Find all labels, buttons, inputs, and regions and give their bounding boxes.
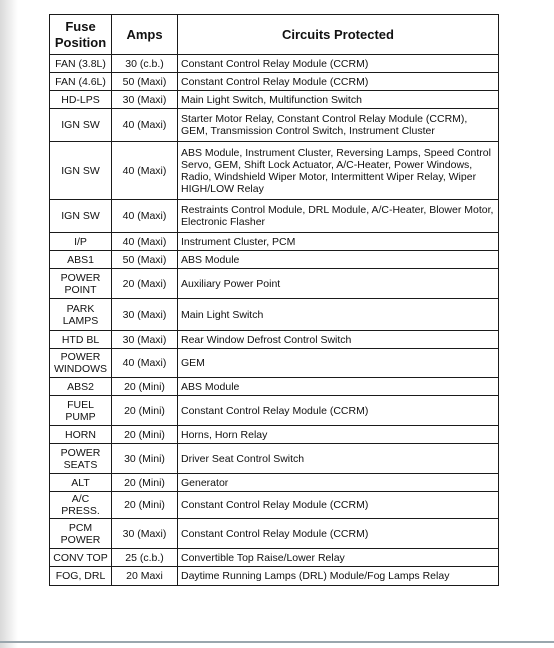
table-row	[50, 331, 499, 349]
amps-cell: 20 (Mini)	[112, 474, 178, 492]
circuits-cell: Rear Window Defrost Control Switch	[178, 331, 499, 349]
circuits-cell: Main Light Switch	[178, 299, 499, 331]
table-row	[50, 474, 499, 492]
header-fuse-line2: Position	[54, 34, 107, 50]
table-row	[50, 396, 499, 426]
table-row	[50, 519, 499, 549]
table-row	[50, 91, 499, 109]
amps-cell: 20 (Mini)	[112, 396, 178, 426]
circuits-cell: Horns, Horn Relay	[178, 426, 499, 444]
fuse-cell: POWER WINDOWS	[50, 349, 112, 378]
table-row	[50, 233, 499, 251]
amps-cell: 30 (c.b.)	[112, 55, 178, 73]
table-row	[50, 55, 499, 73]
amps-cell: 25 (c.b.)	[112, 549, 178, 567]
amps-cell: 20 (Mini)	[112, 492, 178, 519]
circuits-cell: Auxiliary Power Point	[178, 269, 499, 299]
circuits-cell: Instrument Cluster, PCM	[178, 233, 499, 251]
circuits-cell: Constant Control Relay Module (CCRM)	[178, 396, 499, 426]
fuse-cell: PCM POWER	[50, 519, 112, 549]
fuse-table	[49, 14, 499, 586]
table-row	[50, 251, 499, 269]
amps-cell: 40 (Maxi)	[112, 233, 178, 251]
amps-cell: 50 (Maxi)	[112, 251, 178, 269]
fuse-cell: ABS1	[50, 251, 112, 269]
amps-cell: 30 (Maxi)	[112, 91, 178, 109]
table-row	[50, 73, 499, 91]
table-row	[50, 426, 499, 444]
circuits-cell: Starter Motor Relay, Constant Control Relay Module (CCRM), GEM, Transmission Control Switch, Instrument Cluster	[178, 109, 499, 142]
header-circuits: Circuits Protected	[178, 15, 499, 55]
table-row	[50, 492, 499, 519]
circuits-cell: ABS Module, Instrument Cluster, Reversing Lamps, Speed Control Servo, GEM, Shift Lock Actuator, A/C-Heater, Power Windows, Radio, Windshield Wiper Motor, Intermittent Wiper Relay, Wiper HIGH/LOW Relay	[178, 142, 499, 200]
fuse-cell: POWER POINT	[50, 269, 112, 299]
fuse-cell: FOG, DRL	[50, 567, 112, 586]
header-fuse-line1: Fuse	[65, 18, 96, 34]
header-fuse-position	[50, 15, 112, 55]
fuse-cell: POWER SEATS	[50, 444, 112, 474]
table-row	[50, 142, 499, 200]
amps-cell: 40 (Maxi)	[112, 349, 178, 378]
amps-cell: 30 (Maxi)	[112, 299, 178, 331]
table-row	[50, 109, 499, 142]
circuits-cell: ABS Module	[178, 378, 499, 396]
circuits-cell: ABS Module	[178, 251, 499, 269]
fuse-cell: ALT	[50, 474, 112, 492]
amps-cell: 30 (Maxi)	[112, 519, 178, 549]
circuits-cell: Convertible Top Raise/Lower Relay	[178, 549, 499, 567]
table-body	[50, 55, 499, 586]
table-row	[50, 567, 499, 586]
table-row	[50, 299, 499, 331]
circuits-cell: Main Light Switch, Multifunction Switch	[178, 91, 499, 109]
fuse-cell: HTD BL	[50, 331, 112, 349]
circuits-cell: GEM	[178, 349, 499, 378]
fuse-cell: I/P	[50, 233, 112, 251]
fuse-cell: FAN (3.8L)	[50, 55, 112, 73]
table-row	[50, 200, 499, 233]
amps-cell: 30 (Mini)	[112, 444, 178, 474]
amps-cell: 20 (Mini)	[112, 378, 178, 396]
bottom-rule	[0, 641, 554, 643]
fuse-cell: CONV TOP	[50, 549, 112, 567]
table-row	[50, 349, 499, 378]
amps-cell: 20 (Maxi)	[112, 269, 178, 299]
circuits-cell: Restraints Control Module, DRL Module, A/C-Heater, Blower Motor, Electronic Flasher	[178, 200, 499, 233]
amps-cell: 50 (Maxi)	[112, 73, 178, 91]
circuits-cell: Generator	[178, 474, 499, 492]
fuse-cell: IGN SW	[50, 200, 112, 233]
header-amps: Amps	[112, 15, 178, 55]
amps-cell: 20 Maxi	[112, 567, 178, 586]
fuse-cell: ABS2	[50, 378, 112, 396]
table-row	[50, 269, 499, 299]
circuits-cell: Constant Control Relay Module (CCRM)	[178, 55, 499, 73]
amps-cell: 20 (Mini)	[112, 426, 178, 444]
fuse-cell: FAN (4.6L)	[50, 73, 112, 91]
amps-cell: 40 (Maxi)	[112, 200, 178, 233]
circuits-cell: Driver Seat Control Switch	[178, 444, 499, 474]
amps-cell: 40 (Maxi)	[112, 109, 178, 142]
circuits-cell: Constant Control Relay Module (CCRM)	[178, 492, 499, 519]
fuse-cell: HD-LPS	[50, 91, 112, 109]
table-row	[50, 444, 499, 474]
circuits-cell: Constant Control Relay Module (CCRM)	[178, 519, 499, 549]
fuse-cell: HORN	[50, 426, 112, 444]
table-row	[50, 378, 499, 396]
table-row	[50, 549, 499, 567]
amps-cell: 40 (Maxi)	[112, 142, 178, 200]
circuits-cell: Constant Control Relay Module (CCRM)	[178, 73, 499, 91]
fuse-cell: A/C PRESS.	[50, 492, 112, 519]
fuse-cell: PARK LAMPS	[50, 299, 112, 331]
table-header-row	[50, 15, 499, 55]
amps-cell: 30 (Maxi)	[112, 331, 178, 349]
fuse-cell: IGN SW	[50, 142, 112, 200]
fuse-cell: FUEL PUMP	[50, 396, 112, 426]
circuits-cell: Daytime Running Lamps (DRL) Module/Fog Lamps Relay	[178, 567, 499, 586]
fuse-cell: IGN SW	[50, 109, 112, 142]
page-edge-shadow	[0, 0, 18, 648]
